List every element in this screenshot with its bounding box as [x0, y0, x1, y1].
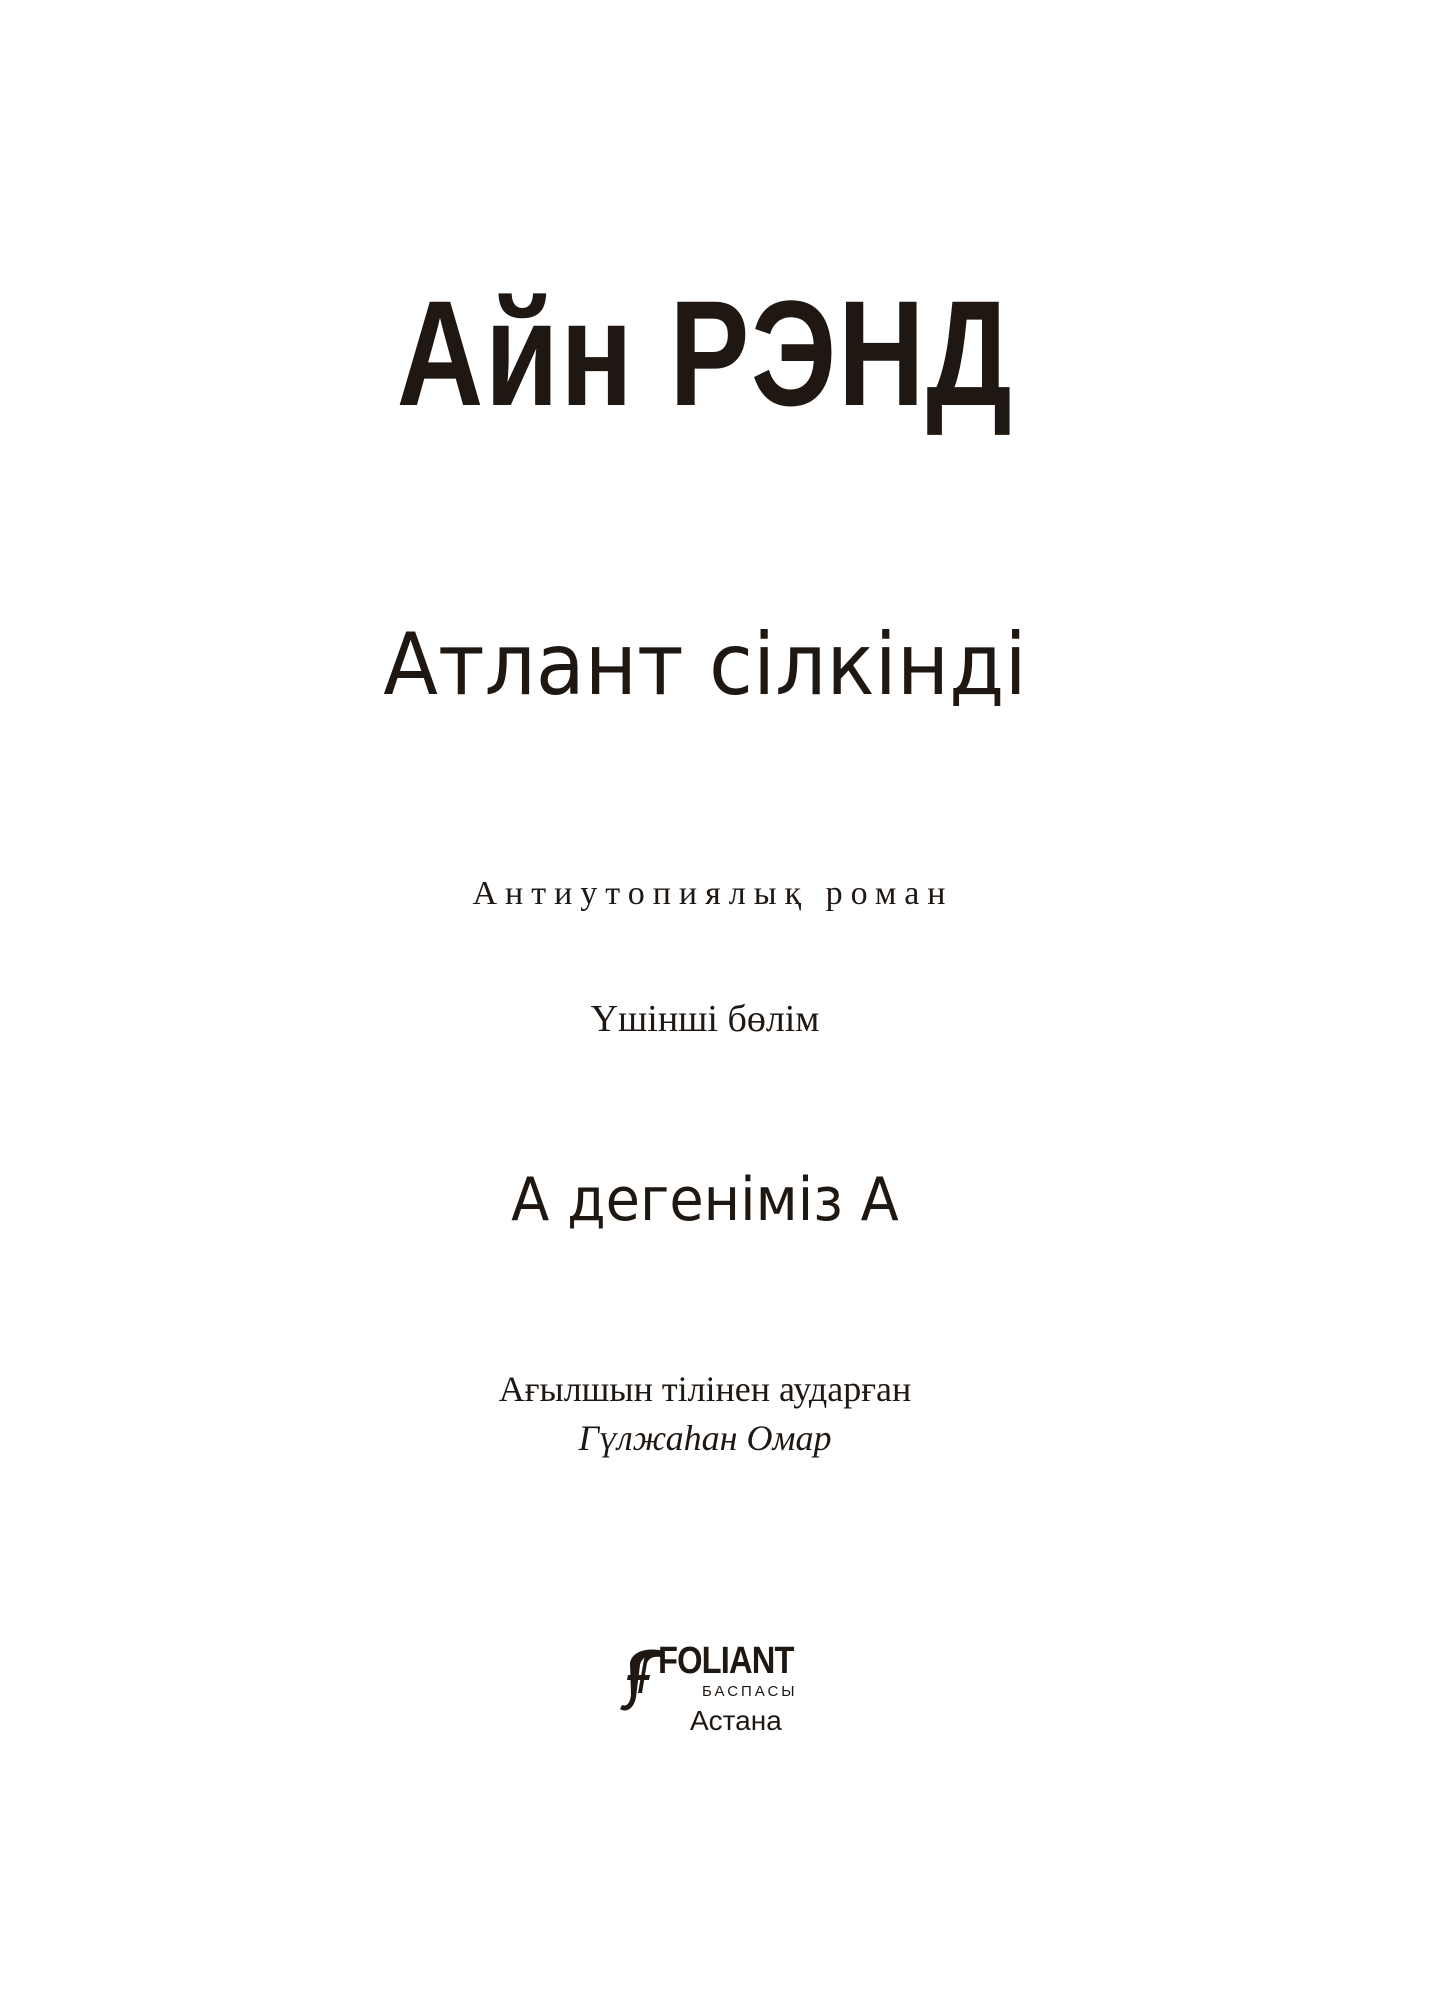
part-title: А дегеніміз А: [511, 1165, 899, 1235]
publisher-block: [618, 1635, 818, 1755]
genre-label: Антиутопиялық роман: [472, 875, 954, 912]
book-title: Атлант сілкінді: [383, 615, 1027, 715]
part-label: Үшінші бөлім: [590, 998, 820, 1040]
publisher-logo-text: FOLIANT: [658, 1640, 794, 1682]
translator-name: Гүлжаһан Омар: [578, 1418, 832, 1458]
publisher-city: Астана: [690, 1705, 782, 1736]
translation-label: Ағылшын тілінен аударған: [498, 1369, 912, 1409]
publisher-logo-subtext: БАСПАСЫ: [702, 1683, 798, 1700]
author-name: Айн РЭНД: [396, 269, 1014, 437]
